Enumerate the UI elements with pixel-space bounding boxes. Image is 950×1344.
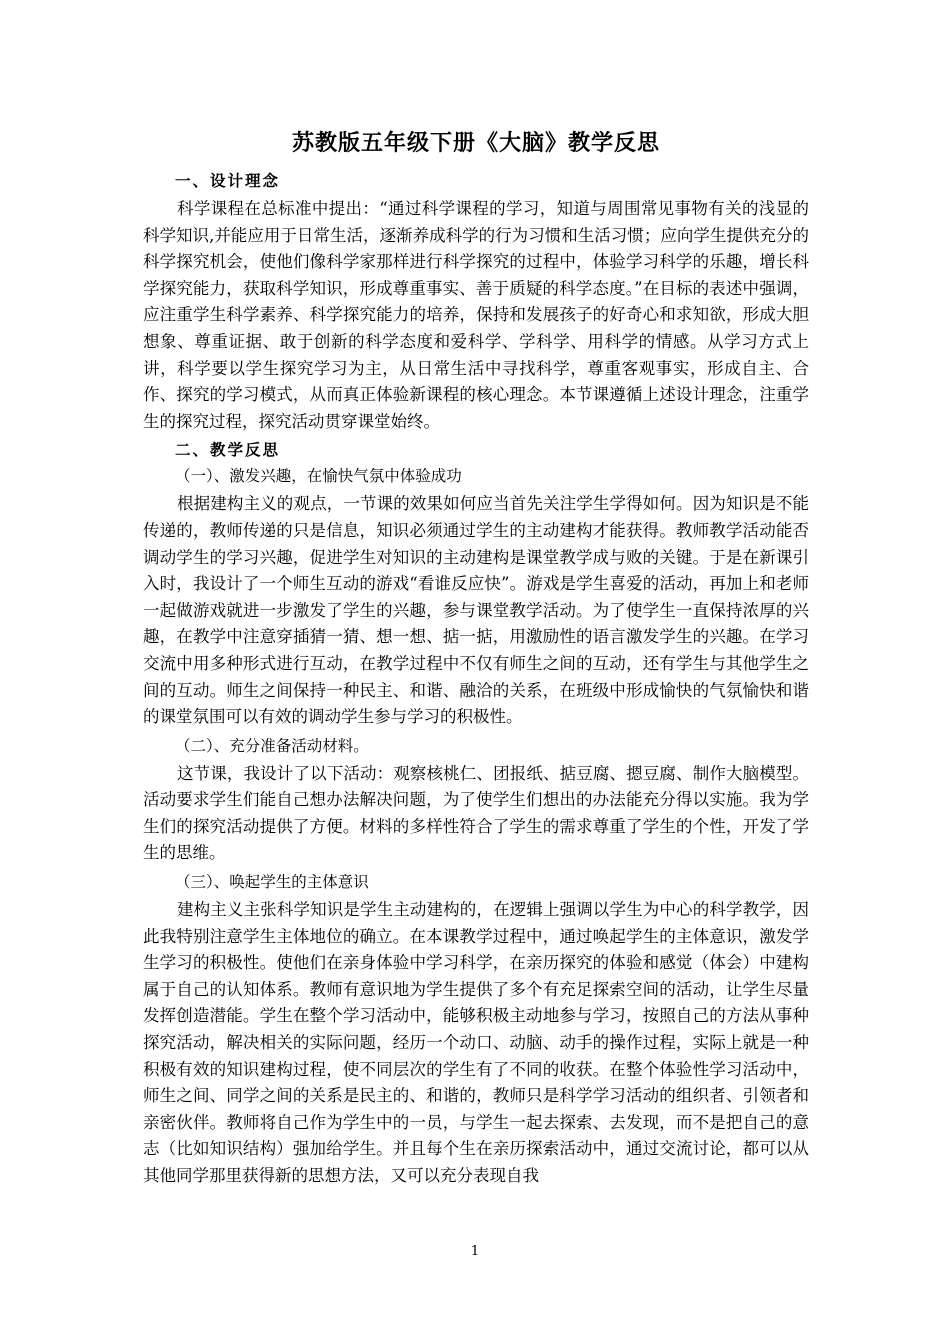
paragraph-prepare-materials: 这节课，我设计了以下活动：观察核桃仁、团报纸、掂豆腐、摁豆腐、制作大脑模型。活动要求学生们能自己想办法解决问题，为了使学生们想出的办法能充分得以实施。我为学生们的探究活动提供了方便。材料的多样性符合了学生的需求尊重了学生的个性，开发了学生的思维。: [143, 763, 809, 863]
page-number: 1: [470, 1244, 480, 1259]
subheading-student-subjectivity: （三）、唤起学生的主体意识: [175, 873, 369, 892]
section-heading-teaching-reflection: 二、教学反思: [175, 440, 281, 460]
paragraph-student-subjectivity: 建构主义主张科学知识是学生主动建构的，在逻辑上强调以学生为中心的科学教学，因此我特别注意学生主体地位的确立。在本课教学过程中，通过唤起学生的主体意识，激发学生学习的积极性。使他们在亲身体验中学习科学，在亲历探究的体验和感觉（体会）中建构属于自己的认知体系。教师有意识地为学生提供了多个有充足探索空间的活动，让学生尽量发挥创造潜能。学生在整个学习活动中，能够积极主动地参与学习，按照自己的方法从事种探究活动，解决相关的实际问题，经历一个动口、动脑、动手的操作过程，实际上就是一种积极有效的知识建构过程，使不同层次的学生有了不同的收获。在整个体验性学习活动中，师生之间、同学之间的关系是民主的、和谐的，教师只是科学学习活动的组织者、引领者和亲密伙伴。教师将自己作为学生中的一员，与学生一起去探索、去发现，而不是把自己的意志（比如知识结构）强加给学生。并且每个生在亲历探索活动中，通过交流讨论，都可以从其他同学那里获得新的思想方法，又可以充分表现自我: [143, 900, 809, 1185]
paragraph-stimulate-interest: 根据建构主义的观点，一节课的效果如何应当首先关注学生学得如何。因为知识是不能传递的，教师传递的只是信息，知识必须通过学生的主动建构才能获得。教师教学活动能否调动学生的学习兴趣，促进学生对知识的主动建构是课堂教学成与败的关键。于是在新课引入时，我设计了一个师生互动的游戏“看谁反应快”。游戏是学生喜爱的活动，再加上和老师一起做游戏就进一步激发了学生的兴趣，参与课堂教学活动。为了使学生一直保持浓厚的兴趣，在教学中注意穿插猜一猜、想一想、掂一掂，用激励性的语言激发学生的兴趣。在学习交流中用多种形式进行互动，在教学过程中不仅有师生之间的互动，还有学生与其他学生之间的互动。师生之间保持一种民主、和谐、融洽的关系，在班级中形成愉快的气氛愉快和谐的课堂氛围可以有效的调动学生参与学习的积极性。: [143, 494, 809, 727]
document-title: 苏教版五年级下册《大脑》教学反思: [291, 130, 660, 156]
subheading-stimulate-interest: （一）、激发兴趣，在愉快气氛中体验成功: [175, 467, 462, 486]
section-heading-design-concept: 一、设计理念: [175, 171, 281, 190]
subheading-prepare-materials: （二）、充分准备活动材料。: [175, 736, 369, 755]
document-page: [143, 128, 809, 1194]
paragraph-design-concept: 科学课程在总标准中提出：“通过科学课程的学习，知道与周围常见事物有关的浅显的科学知识,并能应用于日常生活，逐渐养成科学的行为习惯和生活习惯；应向学生提供充分的科学探究机会，使他们像科学家那样进行科学探究的过程中，体验学习科学的乐趣，增长科学探究能力，获取科学知识，形成尊重事实、善于质疑的科学态度。”在目标的表述中强调，应注重学生科学素养、科学探究能力的培养，保持和发展孩子的好奇心和求知欲，形成大胆想象、尊重证据、敢于创新的科学态度和爱科学、学科学、用科学的情感。从学习方式上讲，科学要以学生探究学习为主，从日常生活中寻找科学，尊重客观事实，形成自主、合作、探究的学习模式，从而真正体验新课程的核心理念。本节课遵循上述设计理念，注重学生的探究过程，探究活动贯穿课堂始终。: [143, 199, 809, 431]
